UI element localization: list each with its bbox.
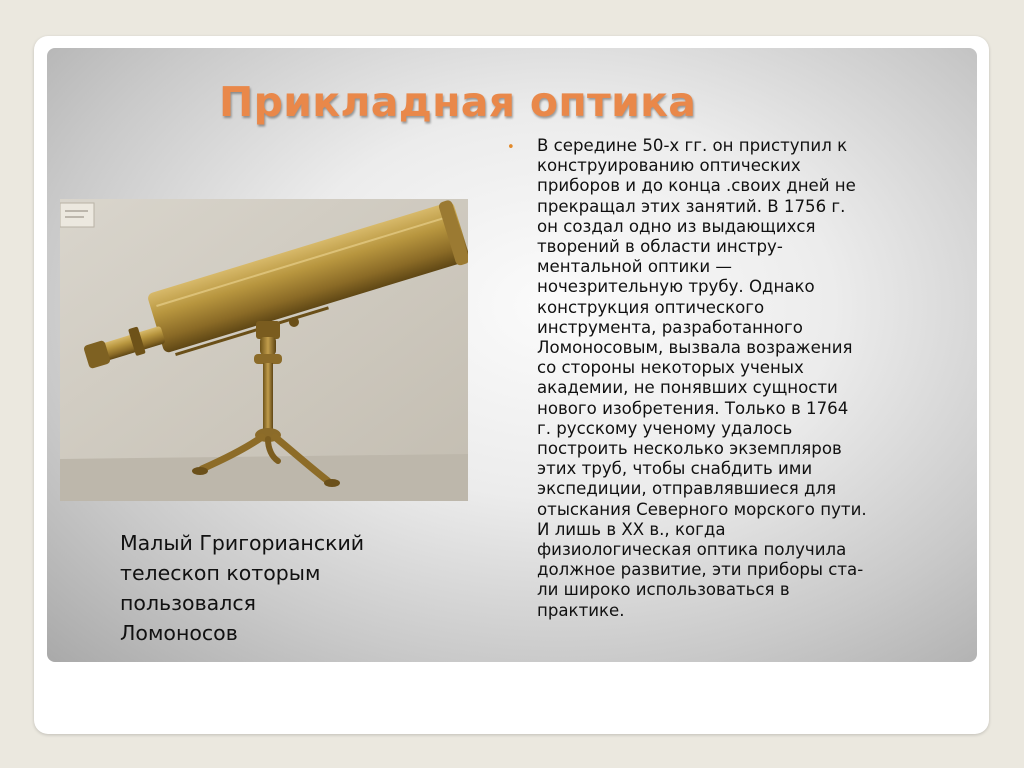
slide-title: Прикладная оптика bbox=[219, 78, 697, 126]
slide bbox=[47, 48, 977, 662]
bullet-marker: • bbox=[507, 140, 515, 155]
photo-caption: Малый Григорианский телескоп которым пользовался Ломоносов bbox=[120, 531, 365, 645]
telescope-illustration bbox=[60, 199, 468, 501]
telescope-photo bbox=[60, 199, 468, 501]
bullet-text: В середине 50-х гг. он приступил к конструированию оптических приборов и до конца .своих дней не прекращал этих занятий. В 1756 г. он создал одно из выдающихся творений в области инстру- ментальной оптики — ночезрительную трубу. Однако конструкция оптического инструмента, разработанного Ломоносовым, вызвала возражения со стороны некоторых ученых академии, не понявших сущности нового изобретения. Только в 1764 г. русскому ученому удалось построить несколько экземпляров этих труб, чтобы снабдить ими экспедиции, отправлявшиеся для отыскания Северного морского пути. И лишь в XX в., когда физиологическая оптика получила должное развитие, эти приборы ста- ли широко использоваться в практике. bbox=[537, 136, 867, 620]
